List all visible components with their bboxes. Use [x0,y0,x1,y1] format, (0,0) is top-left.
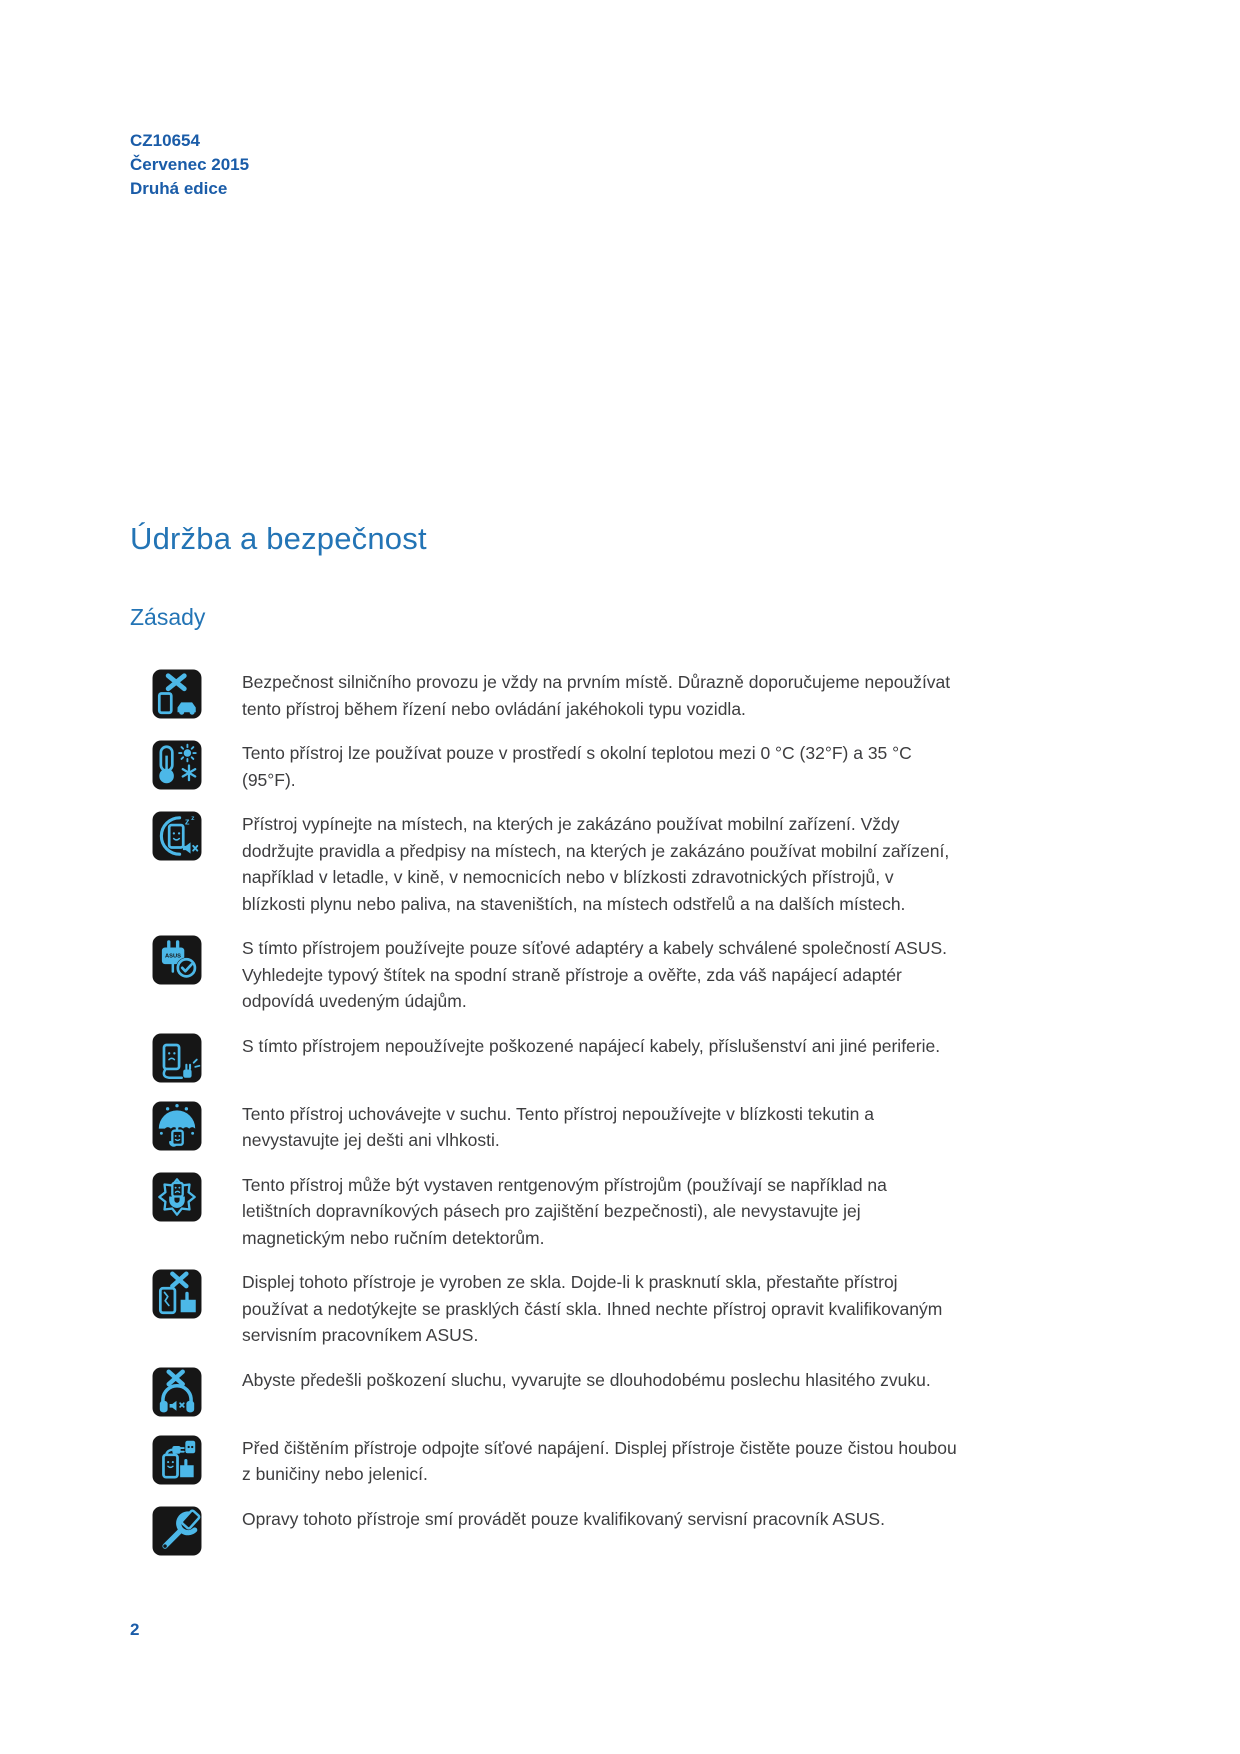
safety-item [130,669,980,722]
svg-text:z: z [191,814,195,822]
svg-text:z: z [184,816,190,827]
safety-item [130,935,980,1015]
section-subtitle: Zásady [130,604,206,630]
safety-item-text: Bezpečnost silničního provozu je vždy na prvním místě. Důrazně doporučujeme nepoužívat tento přístroj během řízení nebo ovládání jakéhokoli typu vozidla. [242,672,951,719]
safety-item-text: Abyste předešli poškození sluchu, vyvarujte se dlouhodobému poslechu hlasitého zvuku. [242,1369,931,1390]
operating-temperature-icon [152,740,202,790]
safety-item [130,1367,980,1417]
safety-item [130,1033,980,1083]
safety-item-text: S tímto přístrojem používejte pouze síťové adaptéry a kabely schválené společností ASUS. Vyhledejte typový štítek na spodní straně přístroje a ověřte, zda váš napájecí adaptér odpovídá uvedeným údajům. [242,938,947,1011]
safety-list [130,669,980,1556]
keep-dry-icon [152,1101,202,1151]
safety-item-text: Opravy tohoto přístroje smí provádět pouze kvalifikovaný servisní pracovník ASUS. [242,1508,885,1529]
safety-item-text: S tímto přístrojem nepoužívejte poškozené napájecí kabely, příslušenství ani jiné periferie. [242,1035,941,1056]
safety-item [130,1506,980,1556]
safety-item-text: Tento přístroj může být vystaven rentgenovým přístrojům (používají se například na letištních dopravníkových pásech pro zajištění bezpečnosti), ale nevystavujte jej magnetickým nebo ručním detektorům. [242,1174,887,1248]
unplug-before-cleaning-icon [152,1435,202,1485]
safety-item [130,1172,980,1252]
safety-item-text: Přístroj vypínejte na místech, na kterých je zakázáno používat mobilní zařízení. Vždy dodržujte pravidla a předpisy na místech, na kterých je zakázáno používat mobilní zařízení, například v letadle, v kině, v nemocnicích nebo v blízkosti zdravotnických přístrojů, v blízkosti plynu nebo paliva, na staveništích, na místech odstřelů a na dalších místech. [242,814,950,914]
no-phone-while-driving-icon [152,669,202,719]
damaged-cable-icon [152,1033,202,1083]
doc-edition: Druhá edice [130,179,228,198]
safety-item-text: Tento přístroj lze používat pouze v prostředí s okolní teplotou mezi 0 °C (32°F) a 35 °C (95°F). [242,743,912,790]
safety-item-text: Před čištěním přístroje odpojte síťové napájení. Displej přístroje čistěte pouze čistou houbou z buničiny nebo jelenicí. [242,1437,957,1484]
power-off-restricted-areas-icon [152,811,202,861]
safety-item-text: Tento přístroj uchovávejte v suchu. Tento přístroj nepoužívejte v blízkosti tekutin a nevystavujte jej dešti ani vlhkosti. [242,1103,874,1150]
svg-text:ASUS: ASUS [165,953,181,960]
page-title: Údržba a bezpečnost [130,521,427,556]
safety-item [130,1269,980,1349]
xray-magnetic-detector-icon [152,1172,202,1222]
page-number: 2 [130,1620,140,1639]
doc-date: Červenec 2015 [130,155,250,174]
hearing-protection-icon [152,1367,202,1417]
content [130,520,980,1574]
broken-glass-icon [152,1269,202,1319]
qualified-repair-icon [152,1506,202,1556]
doc-code: CZ10654 [130,131,200,150]
asus-approved-adapter-icon [152,935,202,985]
safety-item [130,811,980,917]
safety-item [130,1101,980,1154]
safety-item [130,740,980,793]
safety-item [130,1435,980,1488]
doc-header [130,129,249,201]
safety-item-text: Displej tohoto přístroje je vyroben ze skla. Dojde-li k prasknutí skla, přestaňte přístroj používat a nedotýkejte se prasklých částí skla. Ihned nechte přístroj opravit kvalifikovaným servisním pracovníkem ASUS. [242,1272,943,1345]
